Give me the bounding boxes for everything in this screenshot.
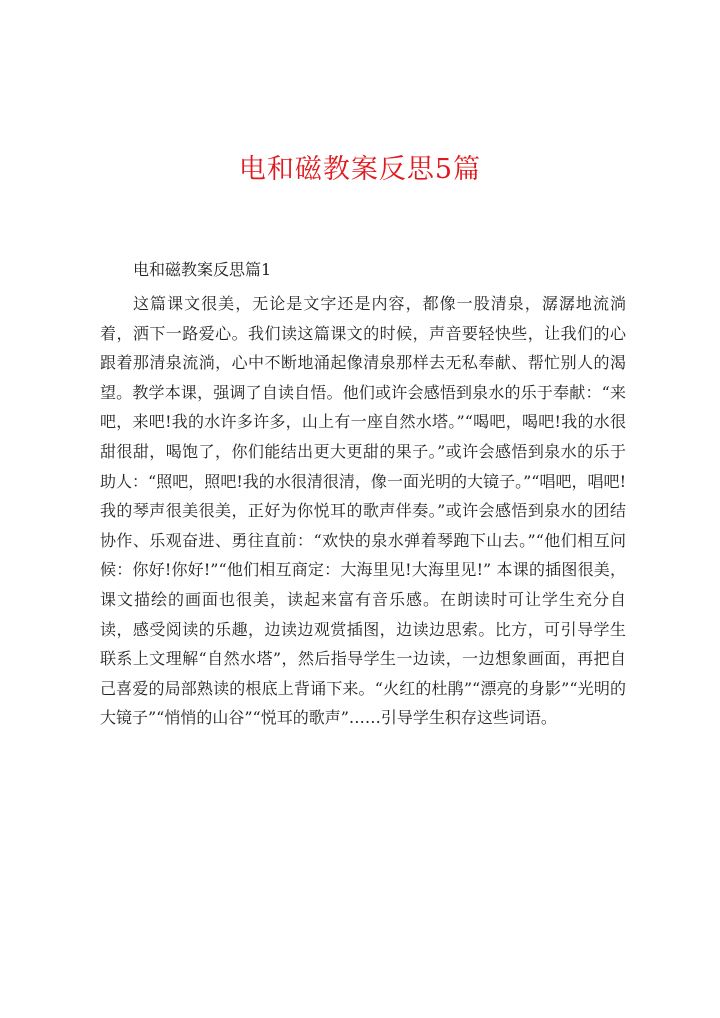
section-heading: 电和磁教案反思篇1 — [133, 260, 272, 279]
body-paragraph: 这篇课文很美，无论是文字还是内容，都像一股清泉，潺潺地流淌着，洒下一路爱心。我们读这篇课文的时候，声音要轻快些，让我们的心跟着那清泉流淌，心中不断地涌起像清泉那样去无私奉献、帮忙别人的渴望。教学本课，强调了自读自悟。他们或许会感悟到泉水的乐于奉献：“来吧，来吧!我的水许多许多，山上有一座自然水塔。”“喝吧，喝吧!我的水很甜很甜，喝饱了，你们能结出更大更甜的果子。”或许会感悟到泉水的乐于助人：“照吧，照吧!我的水很清很清，像一面光明的大镜子。”“唱吧，唱吧!我的琴声很美很美，正好为你悦耳的歌声伴奏。”或许会感悟到泉水的团结协作、乐观奋进、勇往直前：“欢快的泉水弹着琴跑下山去。”“他们相互问候：你好!你好!”“他们相互商定：大海里见!大海里见!” 本课的插图很美，课文描绘的画面也很美，读起来富有音乐感。在朗读时可让学生充分自读，感受阅读的乐趣，边读边观赏插图，边读边思索。比方，可引导学生联系上文理解“自然水塔”，然后指导学生一边读，一边想象画面，再把自己喜爱的局部熟读的根底上背诵下来。“火红的杜鹃”“漂亮的身影”“光明的大镜子”“悄悄的山谷”“悦耳的歌声”……引导学生积存这些词语。 — [100, 294, 626, 728]
document-title: 电和磁教案反思5篇 — [238, 154, 482, 185]
